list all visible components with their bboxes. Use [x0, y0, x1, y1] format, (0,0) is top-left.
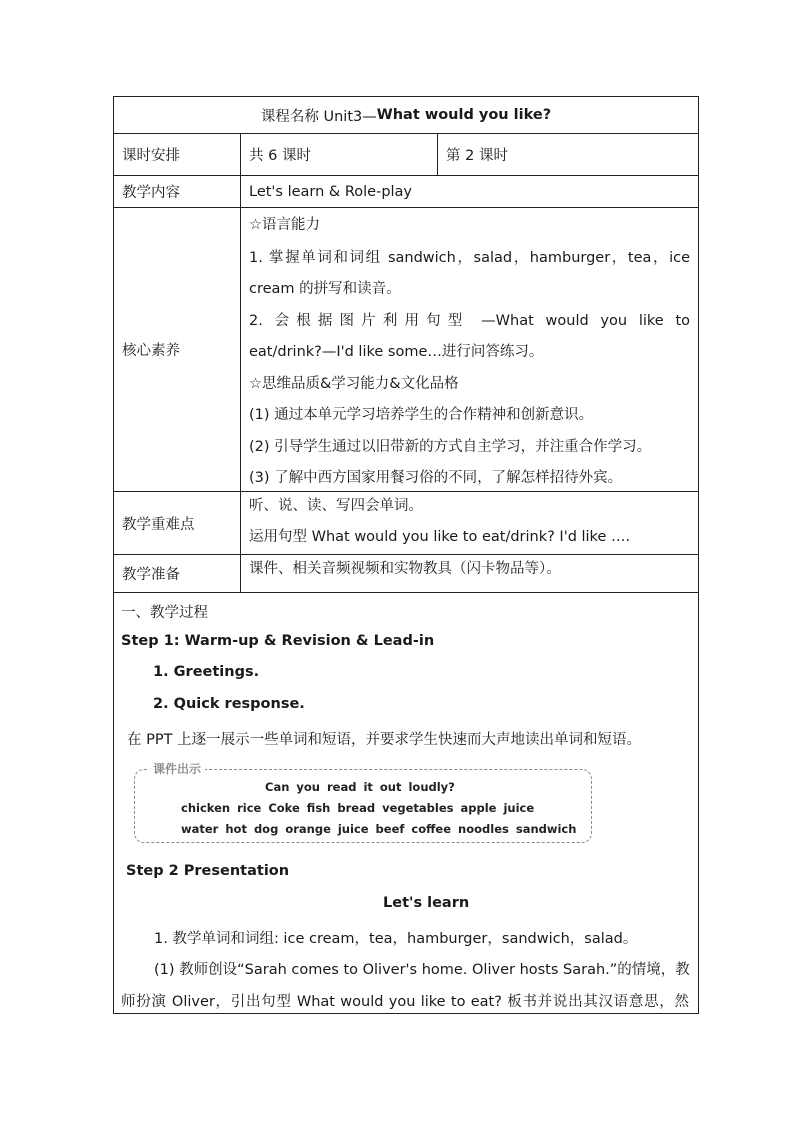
course-title-english: What would you like? [376, 107, 552, 123]
step1-description: 在 PPT 上逐一展示一些单词和短语，并要求学生快速而大声地读出单词和短语。 [127, 732, 642, 748]
step2-paragraph-line1: (1) 教师创设“Sarah comes to Oliver's home. Oliver hosts Sarah.”的情境，教 [154, 962, 690, 978]
core-line: eat/drink?—I'd like some…进行问答练习。 [249, 344, 544, 360]
slide-question: Can you read it out loudly? [265, 780, 455, 794]
teaching-content-label: 教学内容 [122, 185, 180, 201]
slide-words-row2: water hot dog orange juice beef coffee noodles sandwich [181, 822, 577, 836]
course-title-prefix: 课程名称 Unit3— [260, 108, 377, 125]
core-line: 1. 掌握单词和词组 sandwich，salad，hamburger，tea，ice [249, 250, 690, 266]
step1-item-greetings: 1. Greetings. [153, 664, 260, 680]
schedule-label: 课时安排 [122, 148, 180, 164]
key-point-line: 听、说、读、写四会单词。 [249, 498, 423, 514]
step1-item-quick-response: 2. Quick response. [153, 696, 305, 712]
step2-title: Step 2 Presentation [126, 863, 290, 879]
core-line: cream 的拼写和读音。 [249, 281, 401, 297]
core-line: ☆语言能力 [249, 217, 320, 233]
step2-subtitle: Let's learn [383, 895, 470, 911]
key-points-body [240, 492, 698, 554]
core-line: ☆思维品质&学习能力&文化品格 [249, 376, 459, 392]
lesson-plan-table [113, 96, 699, 1014]
schedule-current: 第 2 课时 [437, 134, 698, 175]
schedule-row [114, 134, 698, 176]
course-title-row [114, 97, 698, 134]
courseware-slide [134, 762, 592, 843]
slide-words-row1: chicken rice Coke fish bread vegetables apple juice [181, 801, 535, 815]
core-line: (2) 引导学生通过以旧带新的方式自主学习，并注重合作学习。 [249, 439, 652, 455]
process-heading: 一、教学过程 [121, 605, 208, 621]
slide-label: 课件出示 [149, 760, 205, 777]
key-point-line: 运用句型 What would you like to eat/drink? I'd like …. [249, 529, 631, 545]
step1-title: Step 1: Warm-up & Revision & Lead-in [121, 633, 435, 649]
core-competencies-row [114, 208, 698, 492]
teaching-content-row [114, 176, 698, 208]
course-title [114, 97, 698, 133]
teaching-content-value: Let's learn & Role-play [240, 176, 698, 207]
key-points-row [114, 492, 698, 555]
preparation-value: 课件、相关音频视频和实物教具（闪卡物品等）。 [249, 561, 561, 577]
core-line: (1) 通过本单元学习培养学生的合作精神和创新意识。 [249, 407, 594, 423]
key-points-label: 教学重难点 [122, 516, 195, 533]
core-line: (3) 了解中西方国家用餐习俗的不同，了解怎样招待外宾。 [249, 470, 623, 486]
core-competencies-body [240, 208, 698, 491]
core-competencies-label: 核心素养 [122, 343, 180, 359]
preparation-row [114, 555, 698, 593]
step2-paragraph-line2: 师扮演 Oliver，引出句型 What would you like to eat? 板书并说出其汉语意思，然 [121, 994, 689, 1010]
core-line: 2. 会根据图片利用句型 —What would you like to [249, 313, 690, 329]
step2-item1: 1. 教学单词和词组: ice cream，tea，hamburger，sandwich，salad。 [154, 931, 638, 947]
schedule-total: 共 6 课时 [240, 134, 437, 175]
preparation-label: 教学准备 [122, 567, 180, 583]
preparation-body [240, 555, 698, 592]
